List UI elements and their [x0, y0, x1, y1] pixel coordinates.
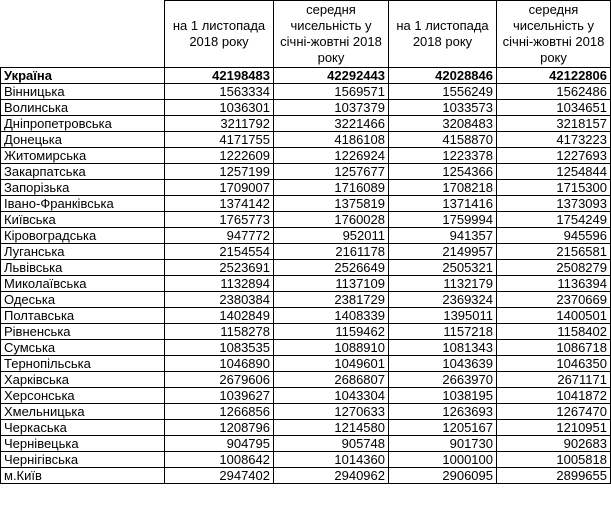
region-name-cell: Луганська: [1, 244, 165, 260]
table-row: [1, 356, 611, 372]
total-value-2: 42292443: [274, 68, 389, 84]
value-cell: 901730: [389, 436, 497, 452]
value-cell: 2369324: [389, 292, 497, 308]
value-cell: 2947402: [165, 468, 274, 484]
region-name-cell: Харківська: [1, 372, 165, 388]
value-cell: 3221466: [274, 116, 389, 132]
value-cell: 2526649: [274, 260, 389, 276]
value-cell: 1563334: [165, 84, 274, 100]
table-row: [1, 420, 611, 436]
region-name-cell: Закарпатська: [1, 164, 165, 180]
value-cell: 1400501: [497, 308, 611, 324]
header-cell-region: [1, 1, 165, 68]
header-cell-4: середня чисельність у січні-жовтні 2018 року: [497, 1, 611, 68]
table-row: [1, 196, 611, 212]
value-cell: 1754249: [497, 212, 611, 228]
value-cell: 4186108: [274, 132, 389, 148]
table-row: [1, 468, 611, 484]
value-cell: 2380384: [165, 292, 274, 308]
value-cell: 1083535: [165, 340, 274, 356]
value-cell: 1033573: [389, 100, 497, 116]
region-name-cell: Полтавська: [1, 308, 165, 324]
value-cell: 1263693: [389, 404, 497, 420]
region-name-cell: Хмельницька: [1, 404, 165, 420]
value-cell: 2161178: [274, 244, 389, 260]
value-cell: 3218157: [497, 116, 611, 132]
region-name-cell: Рівненська: [1, 324, 165, 340]
table-row: [1, 148, 611, 164]
table-row: [1, 308, 611, 324]
value-cell: 1137109: [274, 276, 389, 292]
value-cell: 1267470: [497, 404, 611, 420]
value-cell: 904795: [165, 436, 274, 452]
value-cell: 1562486: [497, 84, 611, 100]
header-cell-3: на 1 листопада 2018 року: [389, 1, 497, 68]
region-name-cell: Вінницька: [1, 84, 165, 100]
table-row: [1, 388, 611, 404]
value-cell: 945596: [497, 228, 611, 244]
value-cell: 1208796: [165, 420, 274, 436]
value-cell: 1375819: [274, 196, 389, 212]
value-cell: 1088910: [274, 340, 389, 356]
value-cell: 2508279: [497, 260, 611, 276]
region-name-cell: Тернопільська: [1, 356, 165, 372]
value-cell: 1086718: [497, 340, 611, 356]
table-row: [1, 132, 611, 148]
value-cell: 2663970: [389, 372, 497, 388]
table-row: [1, 292, 611, 308]
value-cell: 1709007: [165, 180, 274, 196]
value-cell: 1036301: [165, 100, 274, 116]
table-row: [1, 164, 611, 180]
value-cell: 4171755: [165, 132, 274, 148]
value-cell: 1014360: [274, 452, 389, 468]
value-cell: 1158402: [497, 324, 611, 340]
header-cell-2: середня чисельність у січні-жовтні 2018 року: [274, 1, 389, 68]
value-cell: 1270633: [274, 404, 389, 420]
region-name-cell: Волинська: [1, 100, 165, 116]
value-cell: 1132179: [389, 276, 497, 292]
value-cell: 1008642: [165, 452, 274, 468]
total-value-3: 42028846: [389, 68, 497, 84]
value-cell: 3208483: [389, 116, 497, 132]
value-cell: 2154554: [165, 244, 274, 260]
table-row: [1, 244, 611, 260]
total-region-name: Україна: [1, 68, 165, 84]
value-cell: 1041872: [497, 388, 611, 404]
value-cell: 1765773: [165, 212, 274, 228]
value-cell: 1157218: [389, 324, 497, 340]
value-cell: 2523691: [165, 260, 274, 276]
value-cell: 2686807: [274, 372, 389, 388]
value-cell: 1214580: [274, 420, 389, 436]
region-name-cell: Черкаська: [1, 420, 165, 436]
table-row: [1, 340, 611, 356]
value-cell: 1038195: [389, 388, 497, 404]
value-cell: 3211792: [165, 116, 274, 132]
region-name-cell: Миколаївська: [1, 276, 165, 292]
total-value-4: 42122806: [497, 68, 611, 84]
table-row: [1, 372, 611, 388]
value-cell: 1254366: [389, 164, 497, 180]
region-name-cell: Чернігівська: [1, 452, 165, 468]
value-cell: 1227693: [497, 148, 611, 164]
value-cell: 1715300: [497, 180, 611, 196]
value-cell: 2370669: [497, 292, 611, 308]
value-cell: 1371416: [389, 196, 497, 212]
value-cell: 2940962: [274, 468, 389, 484]
table-row: [1, 404, 611, 420]
region-name-cell: Одеська: [1, 292, 165, 308]
value-cell: 905748: [274, 436, 389, 452]
table-row: [1, 100, 611, 116]
value-cell: 1034651: [497, 100, 611, 116]
table-row: [1, 116, 611, 132]
region-name-cell: Сумська: [1, 340, 165, 356]
value-cell: 902683: [497, 436, 611, 452]
value-cell: 1043639: [389, 356, 497, 372]
region-name-cell: Донецька: [1, 132, 165, 148]
value-cell: 1158278: [165, 324, 274, 340]
value-cell: 1556249: [389, 84, 497, 100]
value-cell: 1408339: [274, 308, 389, 324]
table-row: [1, 212, 611, 228]
table-row: [1, 228, 611, 244]
header-cell-1: на 1 листопада 2018 року: [165, 1, 274, 68]
value-cell: 2156581: [497, 244, 611, 260]
value-cell: 1254844: [497, 164, 611, 180]
header-row: [1, 1, 611, 68]
value-cell: 1046890: [165, 356, 274, 372]
total-value-1: 42198483: [165, 68, 274, 84]
value-cell: 4173223: [497, 132, 611, 148]
value-cell: 1205167: [389, 420, 497, 436]
value-cell: 2679606: [165, 372, 274, 388]
table-row: [1, 260, 611, 276]
table-row: [1, 276, 611, 292]
value-cell: 1266856: [165, 404, 274, 420]
value-cell: 1395011: [389, 308, 497, 324]
value-cell: 1132894: [165, 276, 274, 292]
value-cell: 1226924: [274, 148, 389, 164]
value-cell: 2505321: [389, 260, 497, 276]
value-cell: 1081343: [389, 340, 497, 356]
value-cell: 941357: [389, 228, 497, 244]
region-name-cell: Житомирська: [1, 148, 165, 164]
region-name-cell: Дніпропетровська: [1, 116, 165, 132]
value-cell: 2381729: [274, 292, 389, 308]
value-cell: 1222609: [165, 148, 274, 164]
value-cell: 1049601: [274, 356, 389, 372]
value-cell: 1569571: [274, 84, 389, 100]
value-cell: 2906095: [389, 468, 497, 484]
value-cell: 4158870: [389, 132, 497, 148]
region-name-cell: Львівська: [1, 260, 165, 276]
value-cell: 1759994: [389, 212, 497, 228]
total-row: [1, 68, 611, 84]
value-cell: 1402849: [165, 308, 274, 324]
value-cell: 1257677: [274, 164, 389, 180]
region-name-cell: Чернівецька: [1, 436, 165, 452]
region-name-cell: Київська: [1, 212, 165, 228]
value-cell: 1005818: [497, 452, 611, 468]
value-cell: 1223378: [389, 148, 497, 164]
value-cell: 1210951: [497, 420, 611, 436]
value-cell: 1716089: [274, 180, 389, 196]
value-cell: 2671171: [497, 372, 611, 388]
region-name-cell: м.Київ: [1, 468, 165, 484]
value-cell: 1257199: [165, 164, 274, 180]
value-cell: 2149957: [389, 244, 497, 260]
value-cell: 1374142: [165, 196, 274, 212]
value-cell: 1043304: [274, 388, 389, 404]
region-name-cell: Кіровоградська: [1, 228, 165, 244]
region-name-cell: Херсонська: [1, 388, 165, 404]
value-cell: 1046350: [497, 356, 611, 372]
value-cell: 1136394: [497, 276, 611, 292]
table-row: [1, 436, 611, 452]
region-name-cell: Івано-Франківська: [1, 196, 165, 212]
table-row: [1, 324, 611, 340]
value-cell: 952011: [274, 228, 389, 244]
value-cell: 947772: [165, 228, 274, 244]
value-cell: 1373093: [497, 196, 611, 212]
value-cell: 1708218: [389, 180, 497, 196]
region-name-cell: Запорізька: [1, 180, 165, 196]
value-cell: 1039627: [165, 388, 274, 404]
value-cell: 1000100: [389, 452, 497, 468]
table-row: [1, 452, 611, 468]
value-cell: 1760028: [274, 212, 389, 228]
table-row: [1, 84, 611, 100]
value-cell: 1159462: [274, 324, 389, 340]
table-row: [1, 180, 611, 196]
value-cell: 2899655: [497, 468, 611, 484]
value-cell: 1037379: [274, 100, 389, 116]
